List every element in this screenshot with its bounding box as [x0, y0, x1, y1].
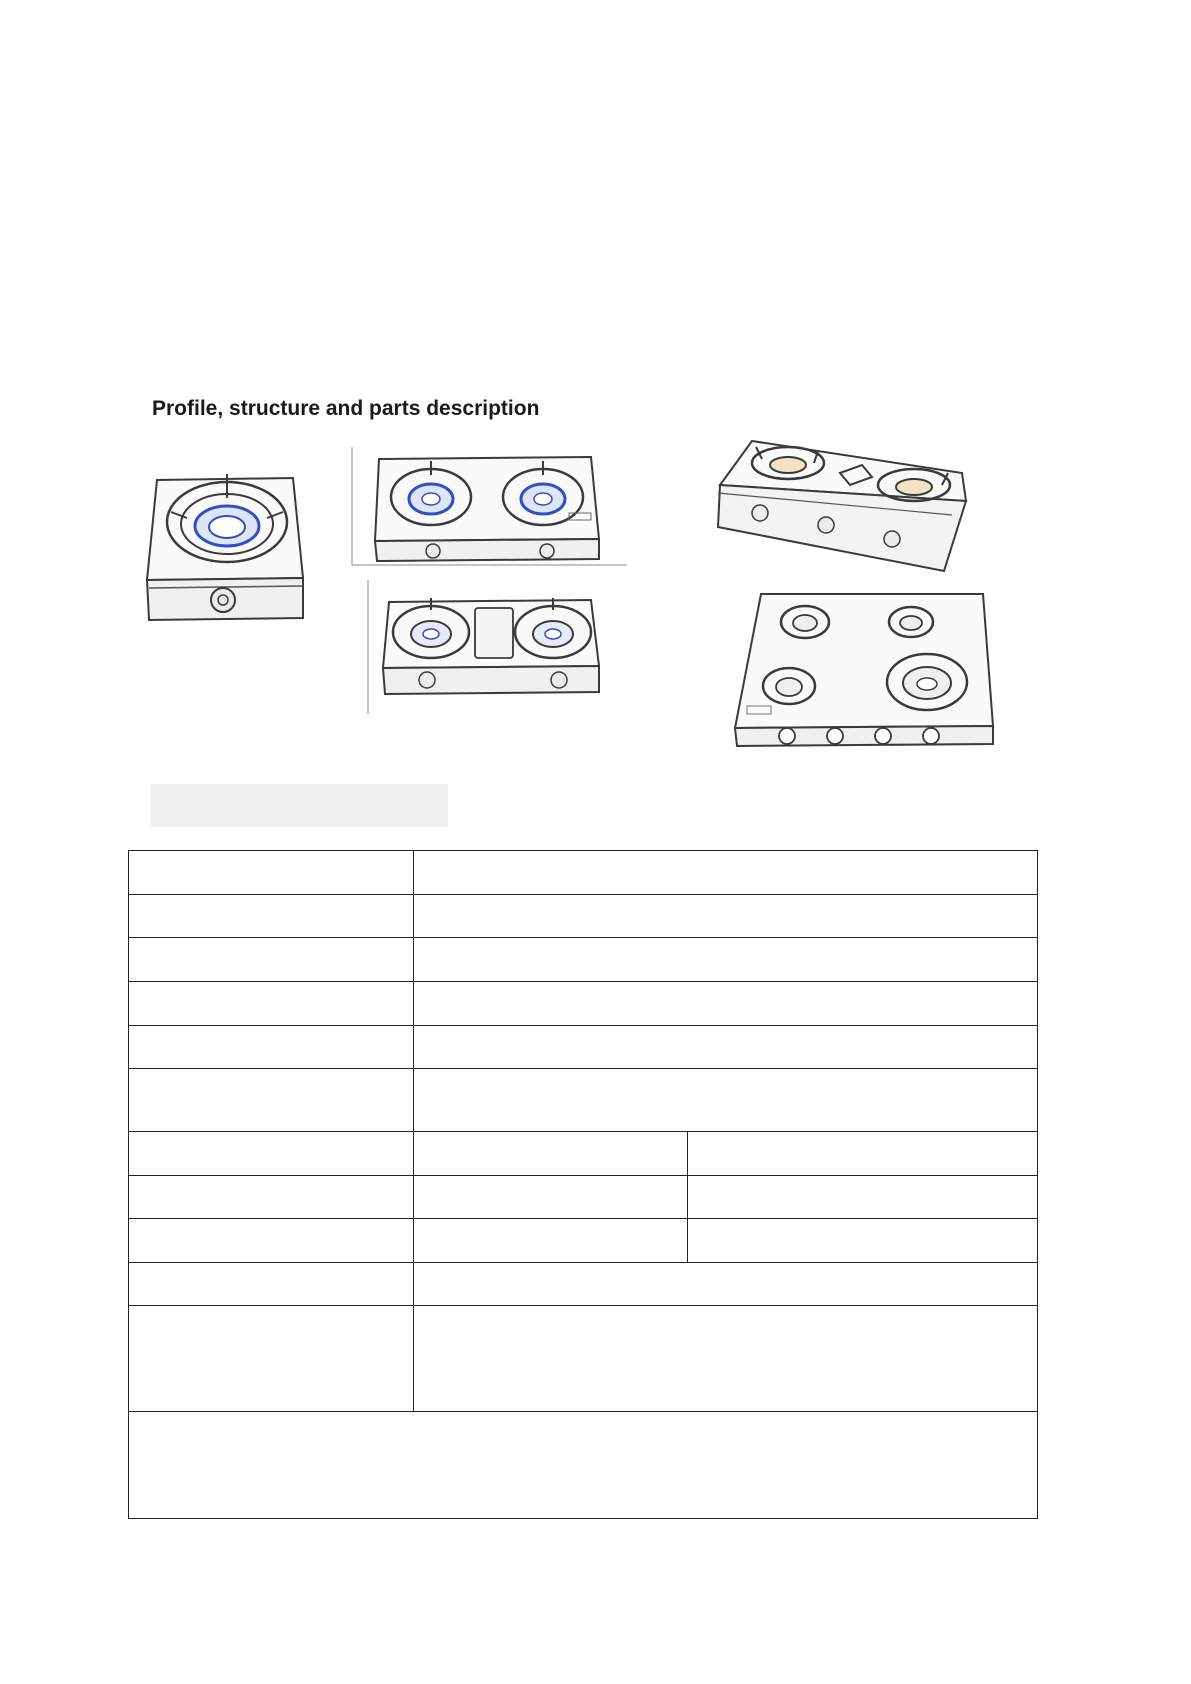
section-label-bar	[151, 784, 448, 827]
table-row	[129, 1132, 1038, 1176]
table-cell	[414, 982, 1038, 1026]
table-cell	[414, 851, 1038, 895]
table-row	[129, 1176, 1038, 1219]
table-cell	[129, 1132, 414, 1176]
section-heading: Profile, structure and parts description	[152, 397, 540, 420]
triple-burner-stove-icon	[716, 433, 978, 575]
single-burner-stove-figure	[143, 470, 308, 630]
table-cell	[414, 1132, 688, 1176]
double-burner-center-plate-stove-icon	[367, 580, 625, 716]
double-burner-stove-icon	[351, 447, 627, 567]
four-burner-hob-figure	[727, 586, 999, 754]
table-cell	[414, 1219, 688, 1263]
table-row	[129, 1412, 1038, 1519]
table-row	[129, 938, 1038, 982]
table-cell	[414, 895, 1038, 938]
table-row	[129, 1306, 1038, 1412]
table-cell	[129, 1306, 414, 1412]
table-cell	[129, 1263, 414, 1306]
table-cell	[414, 1176, 688, 1219]
four-burner-hob-icon	[727, 586, 999, 754]
table-row	[129, 1069, 1038, 1132]
single-burner-stove-icon	[143, 470, 308, 630]
double-burner-stove-figure	[351, 447, 627, 567]
double-burner-center-plate-stove-figure	[367, 580, 625, 716]
table-cell	[688, 1132, 1038, 1176]
table-cell	[129, 938, 414, 982]
table-row	[129, 982, 1038, 1026]
triple-burner-stove-figure	[716, 433, 978, 575]
table-cell	[414, 1306, 1038, 1412]
table-cell	[688, 1176, 1038, 1219]
table-cell	[129, 895, 414, 938]
table-cell	[129, 1176, 414, 1219]
table-cell	[129, 1026, 414, 1069]
table-cell	[414, 1069, 1038, 1132]
table-row	[129, 1263, 1038, 1306]
table-cell	[688, 1219, 1038, 1263]
table-cell	[414, 1026, 1038, 1069]
table-row	[129, 895, 1038, 938]
table-row	[129, 1219, 1038, 1263]
table-cell	[414, 1263, 1038, 1306]
table-cell	[129, 1219, 414, 1263]
table-row	[129, 851, 1038, 895]
table-cell	[129, 851, 414, 895]
specification-table	[128, 850, 1038, 1519]
table-cell	[414, 938, 1038, 982]
table-cell	[129, 1069, 414, 1132]
table-cell	[129, 982, 414, 1026]
table-cell	[129, 1412, 1038, 1519]
table-row	[129, 1026, 1038, 1069]
